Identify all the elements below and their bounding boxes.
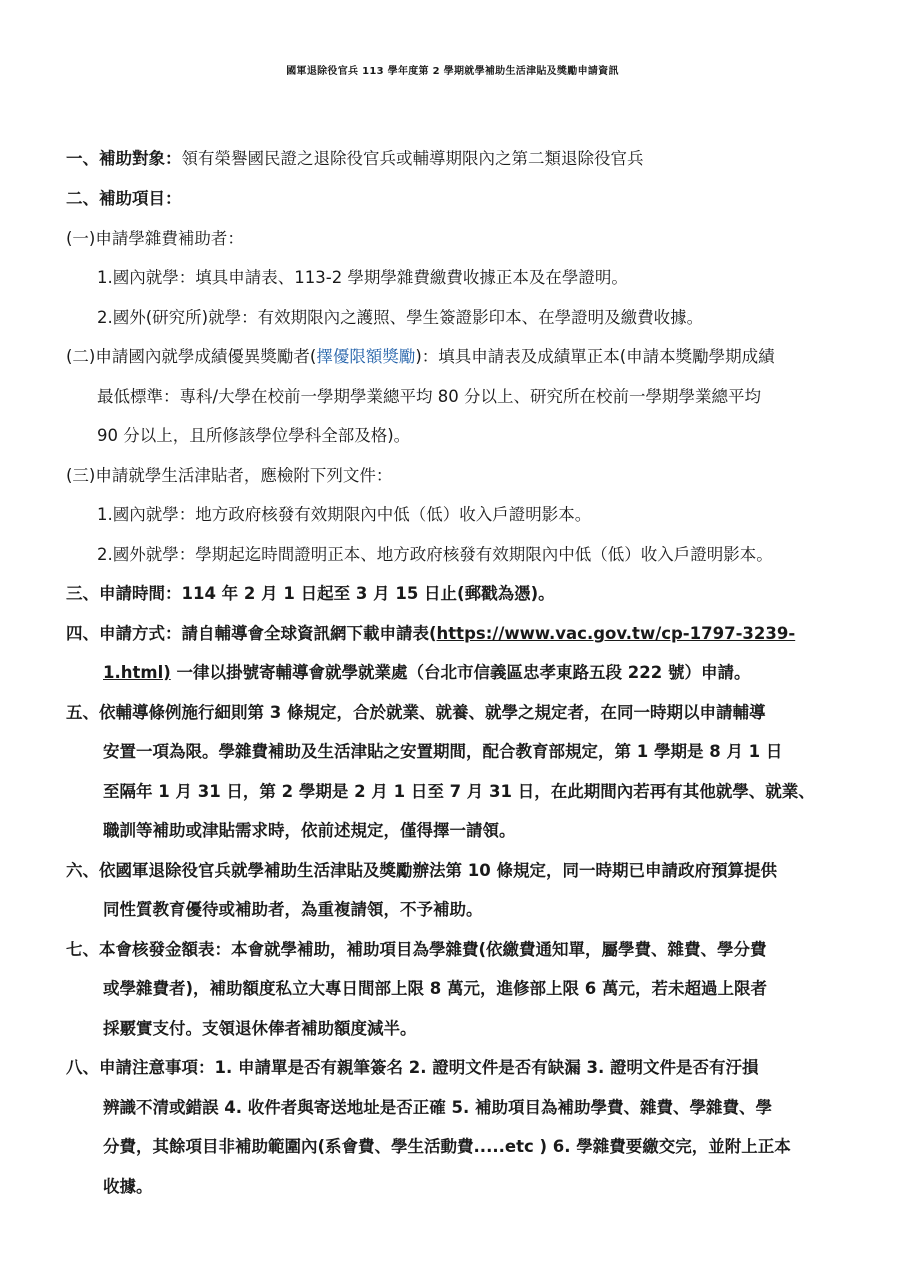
section-5-line: 安置一項為限。學雜費補助及生活津貼之安置期間，配合教育部規定，第 1 學期是 8 月 1 日 [103, 742, 783, 761]
section-6-line: 六、依國軍退除役官兵就學補助生活津貼及獎勵辦法第 10 條規定，同一時期已申請政府預算提供 [66, 861, 777, 880]
section-8-line: 辨識不清或錯誤 4. 收件者與寄送地址是否正確 5. 補助項目為補助學費、雜費、學雜費、學 [103, 1098, 772, 1117]
section-2-label: 二、補助項目： [66, 189, 182, 208]
section-2-sub1-item1: 1.國內就學：填具申請表、113-2 學期學雜費繳費收據正本及在學證明。 [97, 268, 628, 287]
section-2-sub1-item2: 2.國外(研究所)就學：有效期限內之護照、學生簽證影印本、在學證明及繳費收據。 [97, 308, 704, 327]
section-3: 三、申請時間：114 年 2 月 1 日起至 3 月 15 日止(郵戳為憑)。 [66, 584, 555, 603]
section-8-line: 八、申請注意事項：1. 申請單是否有親筆簽名 2. 證明文件是否有缺漏 3. 證明文件是否有汙損 [66, 1058, 759, 1077]
application-form-url-part1[interactable]: https://www.vac.gov.tw/cp-1797-3239- [436, 624, 796, 643]
section-2-sub1-head: (一)申請學雜費補助者： [66, 229, 244, 248]
section-6-line: 同性質教育優待或補助者，為重複請領，不予補助。 [103, 900, 483, 919]
section-2-sub2-post: )：填具申請表及成績單正本(申請本獎勵學期成績 [415, 347, 775, 366]
section-8-line: 分費，其餘項目非補助範圍內(系會費、學生活動費.....etc ) 6. 學雜費要繳交完，並附上正本 [103, 1137, 791, 1156]
section-5-line: 五、依輔導條例施行細則第 3 條規定，合於就業、就養、就學之規定者，在同一時期以申請輔導 [66, 703, 766, 722]
section-4-pre: 四、申請方式：請自輔導會全球資訊網下載申請表( [66, 624, 437, 643]
section-2-sub3-item1: 1.國內就學：地方政府核發有效期限內中低（低）收入戶證明影本。 [97, 505, 592, 524]
section-1 [66, 147, 644, 171]
section-5-line: 職訓等補助或津貼需求時，依前述規定，僅得擇一請領。 [103, 821, 516, 840]
section-1-text: 領有榮譽國民證之退除役官兵或輔導期限內之第二類退除役官兵 [181, 149, 644, 168]
section-2-sub2-cont2: 90 分以上，且所修該學位學科全部及格)。 [97, 426, 411, 445]
section-4-post: 一律以掛號寄輔導會就學就業處（台北市信義區忠孝東路五段 222 號）申請。 [170, 663, 751, 682]
section-4-line1 [66, 622, 795, 646]
application-form-url-part2[interactable]: 1.html) [103, 663, 171, 682]
section-8-line: 收據。 [103, 1177, 153, 1196]
section-7-line: 採覈實支付。支領退休俸者補助額度減半。 [103, 1019, 417, 1038]
section-2-sub3-item2: 2.國外就學：學期起迄時間證明正本、地方政府核發有效期限內中低（低）收入戶證明影本。 [97, 545, 773, 564]
section-2-sub3-head: (三)申請就學生活津貼者，應檢附下列文件： [66, 466, 393, 485]
merit-award-link[interactable]: 擇優限額獎勵 [316, 347, 416, 366]
section-2-sub2 [66, 345, 775, 369]
section-4-line2 [103, 661, 750, 685]
section-2-sub2-cont1: 最低標準：專科/大學在校前一學期學業總平均 80 分以上、研究所在校前一學期學業總平均 [97, 387, 762, 406]
document-title: 國軍退除役官兵 113 學年度第 2 學期就學補助生活津貼及獎勵申請資訊 [286, 66, 619, 77]
section-7-line: 或學雜費者)，補助額度私立大專日間部上限 8 萬元，進修部上限 6 萬元，若未超過上限者 [103, 979, 767, 998]
section-2-sub2-pre: (二)申請國內就學成績優異獎勵者( [66, 347, 317, 366]
section-1-label: 一、補助對象： [66, 149, 182, 168]
section-5-line: 至隔年 1 月 31 日，第 2 學期是 2 月 1 日至 7 月 31 日，在此期間內若再有其他就學、就業、 [103, 782, 815, 801]
section-7-line: 七、本會核發金額表：本會就學補助，補助項目為學雜費(依繳費通知單，屬學費、雜費、學分費 [66, 940, 767, 959]
